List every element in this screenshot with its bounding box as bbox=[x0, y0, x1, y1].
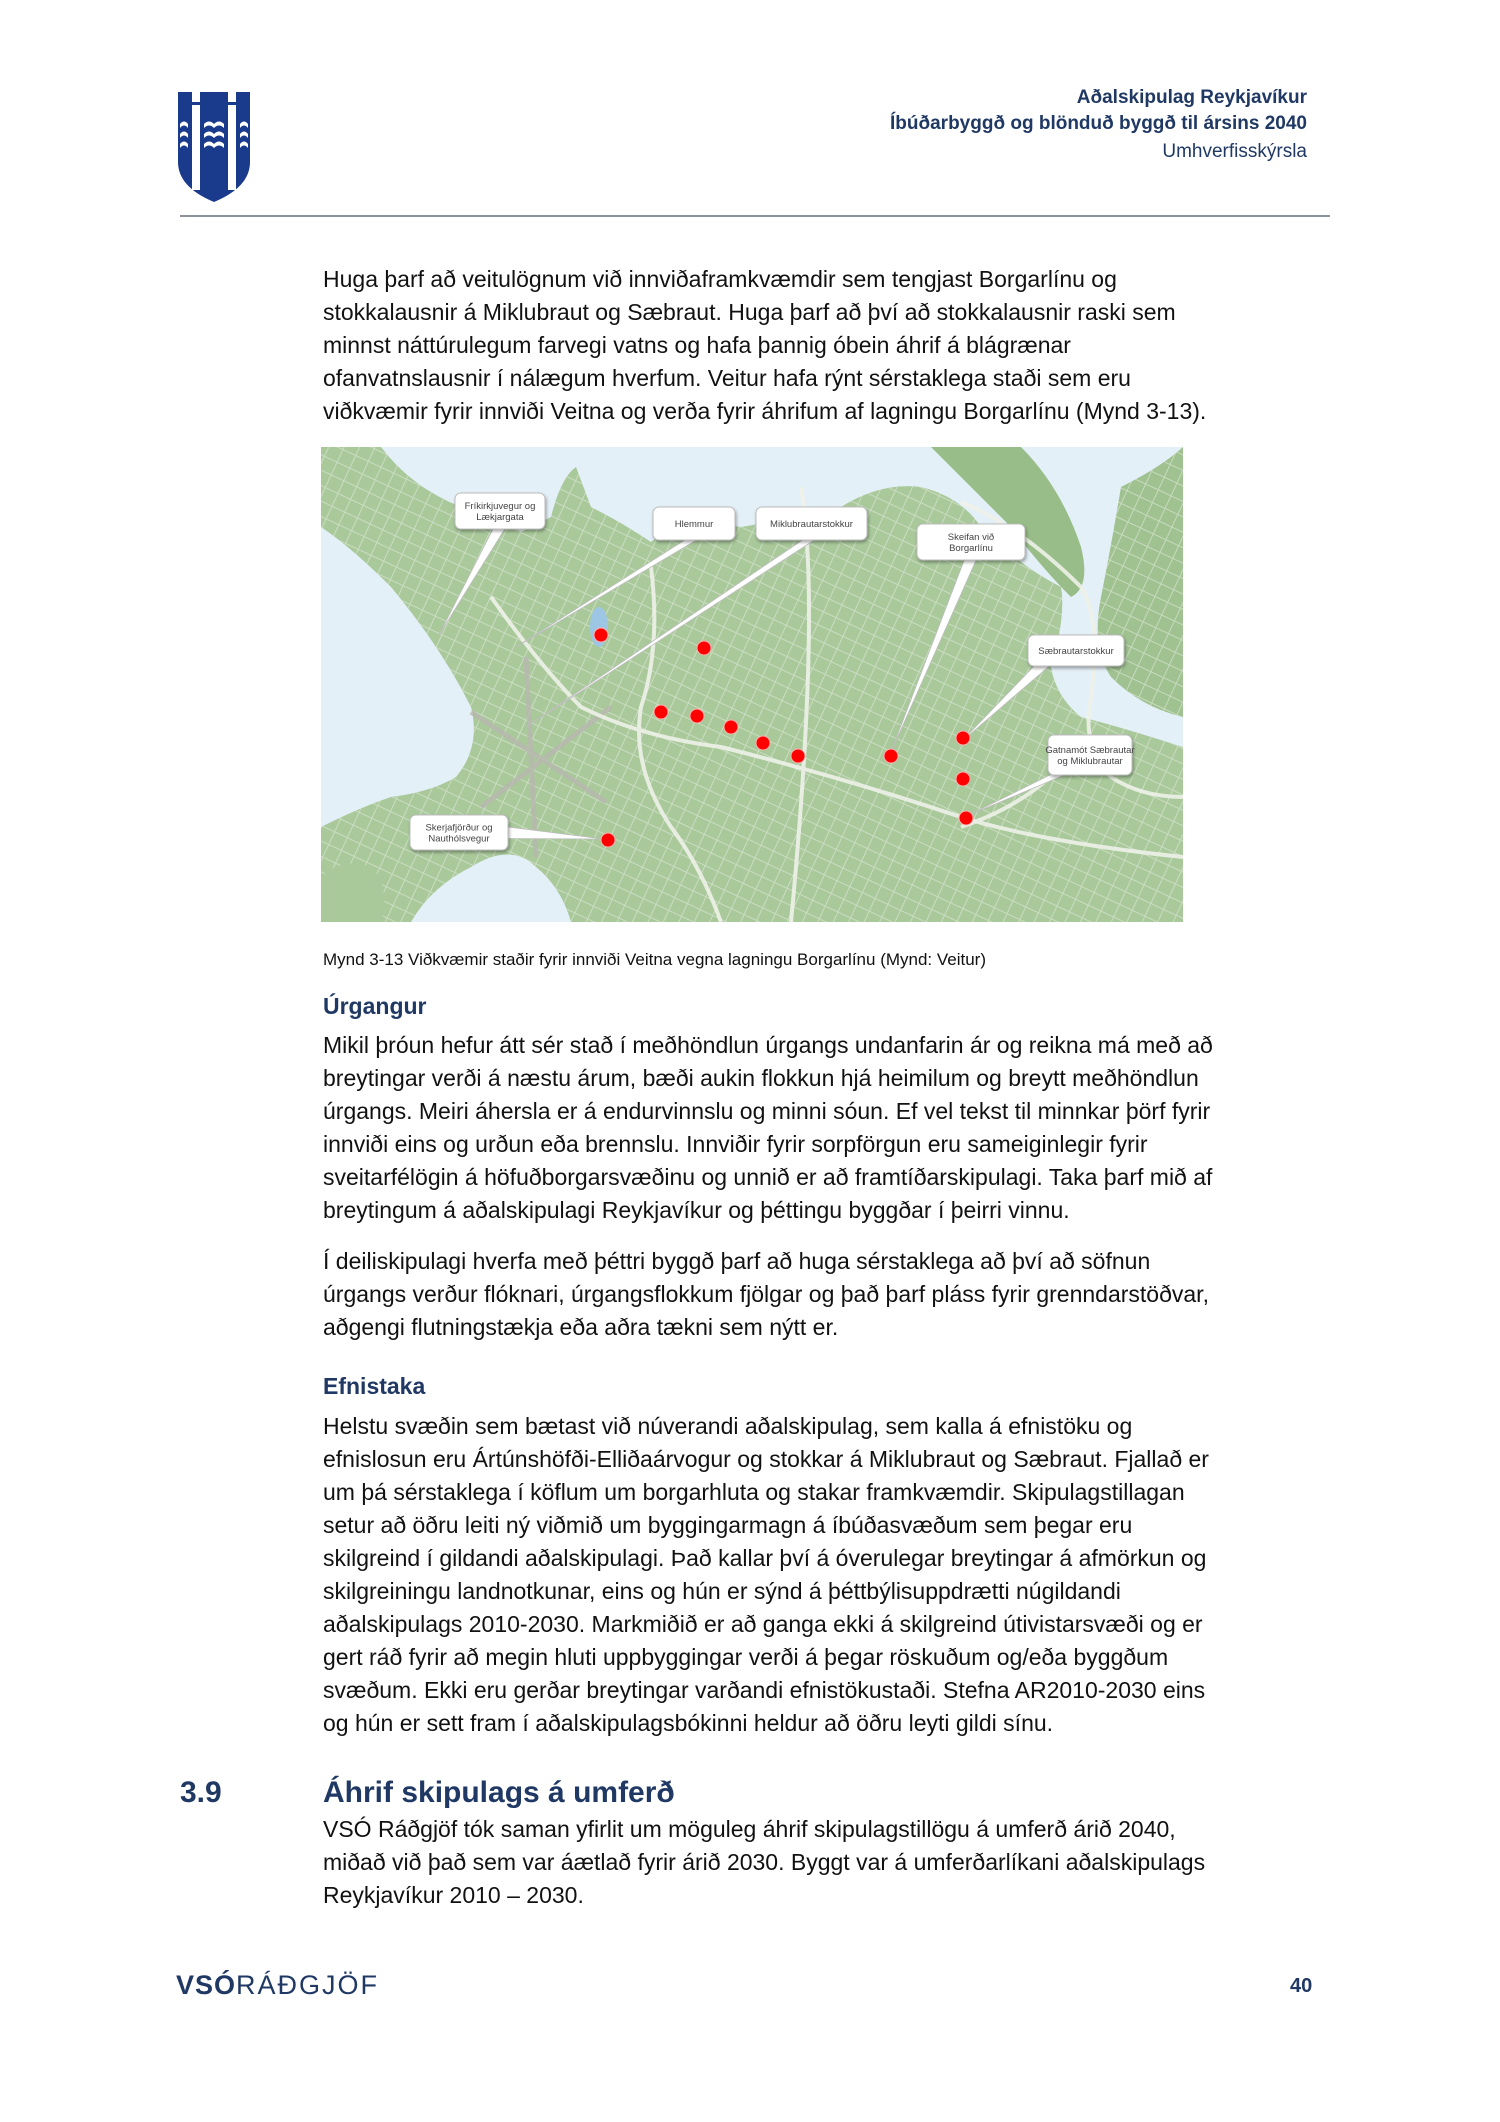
location-marker bbox=[594, 628, 608, 642]
urgangur-paragraph-1 bbox=[323, 1029, 1343, 1227]
efnistaka-paragraph bbox=[323, 1410, 1343, 1740]
text-line: um þá sérstaklega í köflum um borgarhluta og stakar framkvæmdir. Skipulagstillagan bbox=[323, 1479, 1185, 1505]
section-heading-urgangur: Úrgangur bbox=[323, 993, 427, 1019]
text-line: úrgangs. Meiri áhersla er á endurvinnslu og minni sóun. Ef vel tekst til minnkar þörf fyrir bbox=[323, 1098, 1211, 1124]
text-line: innviði eins og urðun eða brennslu. Innviðir fyrir sorpförgun eru sameiginlegir fyrir bbox=[323, 1131, 1148, 1157]
callout-label: Lækjargata bbox=[476, 512, 524, 523]
location-marker bbox=[724, 720, 738, 734]
callout-label: Gatnamót Sæbrautar bbox=[1045, 745, 1135, 756]
chapter-paragraph bbox=[323, 1813, 1343, 1912]
location-marker bbox=[956, 772, 970, 786]
text-line: Í deiliskipulagi hverfa með þéttri byggð þarf að huga sérstaklega að því að söfnun bbox=[323, 1248, 1151, 1274]
location-marker bbox=[959, 811, 973, 825]
map-land bbox=[321, 864, 384, 922]
logo-bold-text: VSÓ bbox=[176, 1970, 237, 2000]
text-line: breytingum á aðalskipulagi Reykjavíkur og þéttingu byggðar í þeirri vinnu. bbox=[323, 1197, 1070, 1223]
text-line: Reykjavíkur 2010 – 2030. bbox=[323, 1882, 584, 1908]
header-subtitle: Íbúðarbyggð og blönduð byggð til ársins 2040 bbox=[890, 113, 1307, 134]
header-report-type: Umhverfisskýrsla bbox=[1162, 141, 1307, 162]
logo-light-text: RÁÐGJÖF bbox=[236, 1970, 380, 2000]
text-line: Helstu svæðin sem bætast við núverandi aðalskipulag, sem kalla á efnistöku og bbox=[323, 1413, 1133, 1439]
location-marker bbox=[884, 749, 898, 763]
callout-label: Sæbrautarstokkur bbox=[1038, 646, 1114, 657]
location-marker bbox=[756, 736, 770, 750]
text-line: aðgengi flutningstækja eða aðra tækni sem nýtt er. bbox=[323, 1314, 839, 1340]
chapter-heading: Áhrif skipulags á umferð bbox=[323, 1776, 675, 1809]
text-line: skilgreind í gildandi aðalskipulagi. Það kallar því á óverulegar breytingar á afmörkun og bbox=[323, 1545, 1207, 1571]
text-line: miðað við það sem var áætlað fyrir árið 2030. Byggt var á umferðarlíkani aðalskipulags bbox=[323, 1849, 1206, 1875]
text-line: aðalskipulags 2010-2030. Markmiðið er að ganga ekki á skilgreind útivistarsvæði og er bbox=[323, 1611, 1203, 1637]
location-marker bbox=[654, 705, 668, 719]
callout-label: Skeifan við bbox=[947, 532, 995, 543]
header-title: Aðalskipulag Reykjavíkur bbox=[1076, 87, 1307, 108]
callout-label: Borgarlínu bbox=[949, 543, 993, 554]
text-line: setur að öðru leiti ný viðmið um byggingarmagn á íbúðasvæðum sem þegar eru bbox=[323, 1512, 1133, 1538]
chapter-number: 3.9 bbox=[180, 1776, 222, 1809]
text-line: minnst náttúrulegum farvegi vatns og hafa þannig óbein áhrif á blágrænar bbox=[323, 332, 1071, 358]
text-line: stokkalausnir á Miklubraut og Sæbraut. Huga þarf að því að stokkalausnir raski sem bbox=[323, 299, 1176, 325]
text-line: og hún er sett fram í aðalskipulagsbókinni heldur að öðru leyti gildi sínu. bbox=[323, 1710, 1054, 1736]
callout-label: Miklubrautarstokkur bbox=[770, 519, 853, 530]
section-heading-efnistaka: Efnistaka bbox=[323, 1373, 426, 1399]
vso-radgjof-logo bbox=[176, 1970, 379, 2000]
intro-paragraph bbox=[323, 263, 1343, 428]
figure-map bbox=[321, 447, 1183, 922]
text-line: VSÓ Ráðgjöf tók saman yfirlit um möguleg áhrif skipulagstillögu á umferð árið 2040, bbox=[323, 1816, 1176, 1842]
page-number: 40 bbox=[1290, 1975, 1313, 1997]
callout-label: og Miklubrautar bbox=[1057, 756, 1123, 767]
text-line: Huga þarf að veitulögnum við innviðaframkvæmdir sem tengjast Borgarlínu og bbox=[323, 266, 1117, 292]
location-marker bbox=[791, 749, 805, 763]
text-line: svæðum. Ekki eru gerðar breytingar varðandi efnistökustaði. Stefna AR2010-2030 eins bbox=[323, 1677, 1206, 1703]
text-line: viðkvæmir fyrir innviði Veitna og verða fyrir áhrifum af lagningu Borgarlínu (Mynd 3-13). bbox=[323, 398, 1207, 424]
text-line: skilgreiningu landnotkunar, eins og hún er sýnd á þéttbýlisuppdrætti núgildandi bbox=[323, 1578, 1121, 1604]
urgangur-paragraph-2 bbox=[323, 1245, 1343, 1344]
callout-label: Skerjafjörður og bbox=[425, 822, 493, 834]
callout-label: Hlemmur bbox=[674, 519, 714, 530]
text-line: ofanvatnslausnir í nálægum hverfum. Veitur hafa rýnt sérstaklega staði sem eru bbox=[323, 365, 1131, 391]
text-line: efnislosun eru Ártúnshöfði-Elliðaárvogur og stokkar á Miklubraut og Sæbraut. Fjallað er bbox=[323, 1446, 1209, 1472]
reykjavik-crest-icon bbox=[178, 92, 250, 202]
location-marker bbox=[956, 731, 970, 745]
text-line: Mikil þróun hefur átt sér stað í meðhöndlun úrgangs undanfarin ár og reikna má með að bbox=[323, 1032, 1213, 1058]
callout-label: Fríkirkjuvegur og bbox=[464, 501, 536, 512]
header-divider bbox=[180, 215, 1330, 217]
text-line: breytingar verði á næstu árum, bæði aukin flokkun hjá heimilum og breytt meðhöndlun bbox=[323, 1065, 1199, 1091]
text-line: sveitarfélögin á höfuðborgarsvæðinu og unnið er að framtíðarskipulagi. Taka þarf mið af bbox=[323, 1164, 1213, 1190]
text-line: gert ráð fyrir að megin hluti uppbyggingar verði á þegar röskuðum og/eða byggðum bbox=[323, 1644, 1169, 1670]
location-marker bbox=[601, 833, 615, 847]
figure-caption: Mynd 3-13 Viðkvæmir staðir fyrir innviði Veitna vegna lagningu Borgarlínu (Mynd: Veitur) bbox=[323, 950, 986, 969]
location-marker bbox=[690, 709, 704, 723]
text-line: úrgangs verður flóknari, úrgangsflokkum fjölgar og það þarf pláss fyrir grenndarstöðvar, bbox=[323, 1281, 1209, 1307]
callout-label: Nauthólsvegur bbox=[428, 833, 490, 845]
location-marker bbox=[697, 641, 711, 655]
